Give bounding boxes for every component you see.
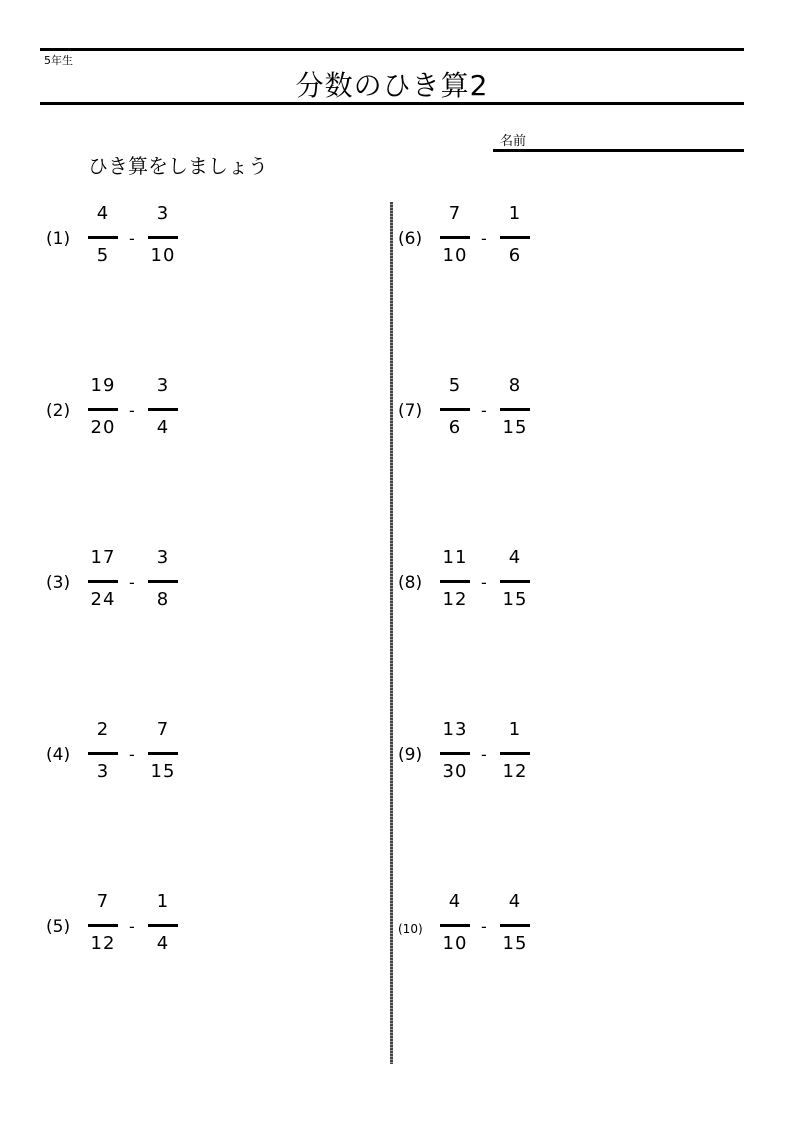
problem-7 xyxy=(398,375,538,438)
numerator: 3 xyxy=(156,203,170,224)
denominator: 10 xyxy=(442,245,468,266)
numerator: 1 xyxy=(508,719,522,740)
problem-number: (9) xyxy=(398,745,423,765)
fraction-bar xyxy=(440,408,470,411)
minuend-fraction xyxy=(87,375,119,438)
subtrahend-fraction xyxy=(147,375,179,438)
minus-sign: - xyxy=(129,573,135,592)
denominator: 24 xyxy=(90,589,116,610)
denominator: 5 xyxy=(96,245,110,266)
fraction-bar xyxy=(88,236,118,239)
problem-number: (4) xyxy=(46,745,71,765)
denominator: 15 xyxy=(502,589,528,610)
fraction-bar xyxy=(500,408,530,411)
numerator: 17 xyxy=(90,547,116,568)
page-title: 分数のひき算2 xyxy=(295,69,489,102)
problem-number: (8) xyxy=(398,573,423,593)
denominator: 4 xyxy=(156,417,170,438)
fraction-bar xyxy=(88,924,118,927)
denominator: 3 xyxy=(96,761,110,782)
subtrahend-fraction xyxy=(147,547,179,610)
minus-sign: - xyxy=(129,401,135,420)
numerator: 4 xyxy=(96,203,110,224)
minuend-fraction xyxy=(87,203,119,266)
denominator: 15 xyxy=(502,417,528,438)
numerator: 7 xyxy=(96,891,110,912)
problem-3 xyxy=(46,547,186,610)
denominator: 12 xyxy=(502,761,528,782)
minuend-fraction xyxy=(87,547,119,610)
subtrahend-fraction xyxy=(499,375,531,438)
numerator: 1 xyxy=(156,891,170,912)
subtrahend-fraction xyxy=(499,891,531,954)
denominator: 10 xyxy=(442,933,468,954)
subtrahend-fraction xyxy=(147,719,179,782)
numerator: 13 xyxy=(442,719,468,740)
numerator: 5 xyxy=(448,375,462,396)
problem-6 xyxy=(398,203,538,266)
problem-number: (1) xyxy=(46,229,71,249)
minus-sign: - xyxy=(481,573,487,592)
denominator: 12 xyxy=(90,933,116,954)
fraction-bar xyxy=(440,236,470,239)
subtrahend-fraction xyxy=(499,547,531,610)
problem-number: (5) xyxy=(46,917,71,937)
fraction-bar xyxy=(500,924,530,927)
numerator: 7 xyxy=(448,203,462,224)
problem-4 xyxy=(46,719,186,782)
denominator: 12 xyxy=(442,589,468,610)
minuend-fraction xyxy=(87,719,119,782)
problem-10 xyxy=(398,891,538,954)
numerator: 11 xyxy=(442,547,468,568)
subtrahend-fraction xyxy=(499,719,531,782)
problem-number: (10) xyxy=(398,922,423,936)
numerator: 4 xyxy=(508,891,522,912)
minus-sign: - xyxy=(481,917,487,936)
numerator: 1 xyxy=(508,203,522,224)
problem-number: (7) xyxy=(398,401,423,421)
fraction-bar xyxy=(500,236,530,239)
fraction-bar xyxy=(88,580,118,583)
fraction-bar xyxy=(440,580,470,583)
minuend-fraction xyxy=(439,375,471,438)
fraction-bar xyxy=(148,752,178,755)
numerator: 7 xyxy=(156,719,170,740)
fraction-bar xyxy=(440,752,470,755)
denominator: 4 xyxy=(156,933,170,954)
subtrahend-fraction xyxy=(499,203,531,266)
problem-1 xyxy=(46,203,186,266)
minus-sign: - xyxy=(129,917,135,936)
numerator: 3 xyxy=(156,547,170,568)
denominator: 30 xyxy=(442,761,468,782)
minus-sign: - xyxy=(481,745,487,764)
denominator: 15 xyxy=(150,761,176,782)
problem-9 xyxy=(398,719,538,782)
column-divider xyxy=(390,202,393,1064)
minus-sign: - xyxy=(481,401,487,420)
denominator: 8 xyxy=(156,589,170,610)
subtrahend-fraction xyxy=(147,891,179,954)
numerator: 19 xyxy=(90,375,116,396)
denominator: 20 xyxy=(90,417,116,438)
fraction-bar xyxy=(440,924,470,927)
problem-8 xyxy=(398,547,538,610)
fraction-bar xyxy=(500,580,530,583)
denominator: 6 xyxy=(448,417,462,438)
fraction-bar xyxy=(148,236,178,239)
subtrahend-fraction xyxy=(147,203,179,266)
numerator: 8 xyxy=(508,375,522,396)
minuend-fraction xyxy=(87,891,119,954)
fraction-bar xyxy=(148,408,178,411)
fraction-bar xyxy=(88,408,118,411)
numerator: 4 xyxy=(448,891,462,912)
header-bottom-rule xyxy=(40,102,744,105)
numerator: 3 xyxy=(156,375,170,396)
problem-number: (2) xyxy=(46,401,71,421)
grade-label: 5年生 xyxy=(44,54,73,67)
minuend-fraction xyxy=(439,891,471,954)
problem-number: (6) xyxy=(398,229,423,249)
name-write-line[interactable] xyxy=(493,149,744,152)
numerator: 4 xyxy=(508,547,522,568)
fraction-bar xyxy=(88,752,118,755)
problem-2 xyxy=(46,375,186,438)
numerator: 2 xyxy=(96,719,110,740)
header-top-rule xyxy=(40,48,744,51)
minuend-fraction xyxy=(439,719,471,782)
minus-sign: - xyxy=(129,229,135,248)
minuend-fraction xyxy=(439,203,471,266)
fraction-bar xyxy=(148,924,178,927)
fraction-bar xyxy=(500,752,530,755)
minus-sign: - xyxy=(481,229,487,248)
problem-number: (3) xyxy=(46,573,71,593)
denominator: 6 xyxy=(508,245,522,266)
problem-5 xyxy=(46,891,186,954)
denominator: 15 xyxy=(502,933,528,954)
minuend-fraction xyxy=(439,547,471,610)
name-label: 名前 xyxy=(500,134,527,149)
denominator: 10 xyxy=(150,245,176,266)
minus-sign: - xyxy=(129,745,135,764)
fraction-bar xyxy=(148,580,178,583)
instruction-text: ひき算をしましょう xyxy=(88,154,268,178)
